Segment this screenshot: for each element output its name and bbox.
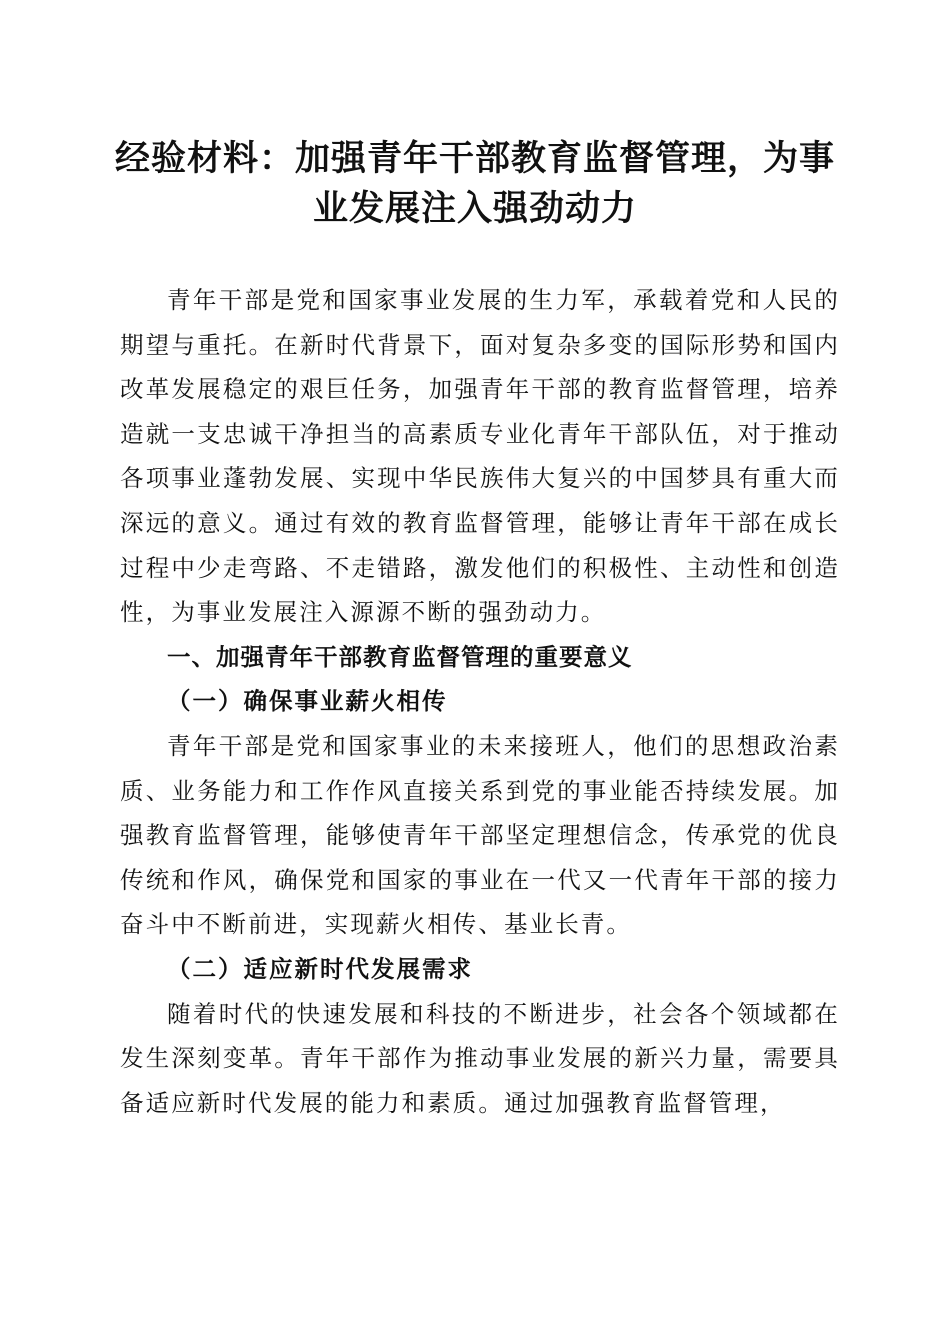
section-heading-1: 一、加强青年干部教育监督管理的重要意义 (167, 642, 633, 671)
subsection-2-paragraph: 随着时代的快速发展和科技的不断进步，社会各个领域都在发生深刻变革。青年干部作为推动事业发展的新兴力量，需要具备适应新时代发展的能力和素质。通过加强教育监督管理， (120, 999, 840, 1117)
intro-paragraph: 青年干部是党和国家事业发展的生力军，承载着党和人民的期望与重托。在新时代背景下，面对复杂多变的国际形势和国内改革发展稳定的艰巨任务，加强青年干部的教育监督管理，培养造就一支忠诚干净担当的高素质专业化青年干部队伍，对于推动各项事业蓬勃发展、实现中华民族伟大复兴的中国梦具有重大而深远的意义。通过有效的教育监督管理，能够让青年干部在成长过程中少走弯路、不走错路，激发他们的积极性、主动性和创造性，为事业发展注入源源不断的强劲动力。 (120, 286, 840, 627)
subsection-heading-2: （二）适应新时代发展需求 (167, 954, 473, 983)
document-title-line-1: 经验材料：加强青年干部教育监督管理，为事 (114, 138, 835, 179)
subsection-1-paragraph: 青年干部是党和国家事业的未来接班人，他们的思想政治素质、业务能力和工作作风直接关系到党的事业能否持续发展。加强教育监督管理，能够使青年干部坚定理想信念，传承党的优良传统和作风，确保党和国家的事业在一代又一代青年干部的接力奋斗中不断前进，实现薪火相传、基业长青。 (120, 731, 840, 939)
document-body (120, 278, 840, 1125)
document-title-line-2: 业发展注入强劲动力 (312, 188, 637, 229)
subsection-heading-1: （一）确保事业薪火相传 (167, 687, 448, 716)
